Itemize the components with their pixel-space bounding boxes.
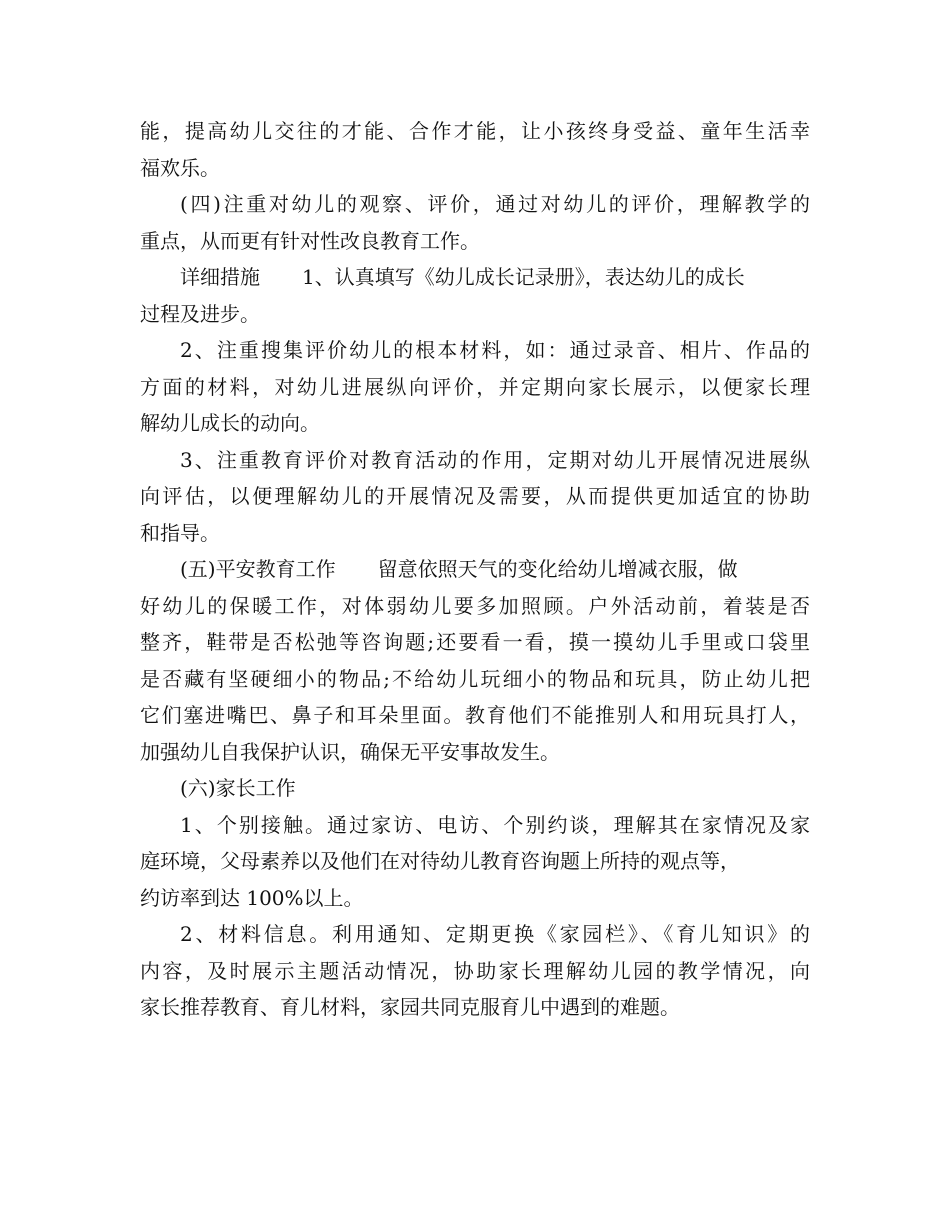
section-4-heading-line: (四)注重对幼儿的观察、评价，通过对幼儿的评价，理解教学的: [180, 192, 810, 216]
text-line: 是否藏有坚硬细小的物品;不给幼儿玩细小的物品和玩具，防止幼儿把: [140, 666, 810, 691]
text-line: 方面的材料，对幼儿进展纵向评价，并定期向家长展示，以便家长理: [140, 374, 810, 399]
text-line: 福欢乐。: [140, 155, 220, 180]
text-line: 加强幼儿自我保护认识，确保无平安事故发生。: [140, 739, 560, 764]
text-line: 过程及进步。: [140, 301, 260, 326]
text-line: 它们塞进嘴巴、鼻子和耳朵里面。教育他们不能推别人和用玩具打人，: [140, 703, 810, 727]
text-line: 和指导。: [140, 520, 220, 545]
text-line: 内容，及时展示主题活动情况，协助家长理解幼儿园的教学情况，向: [140, 958, 810, 983]
section-5-line: [140, 551, 810, 588]
text-line: 庭环境，父母素养以及他们在对待幼儿教育咨询题上所持的观点等，: [140, 849, 740, 873]
measures-line: [140, 259, 810, 296]
text-line: 2、注重搜集评价幼儿的根本材料，如：通过录音、相片、作品的: [180, 338, 810, 362]
measures-item-1: 1、认真填写《幼儿成长记录册》，表达幼儿的成长: [302, 265, 745, 289]
document-body: [140, 113, 810, 1026]
text-line: 能，提高幼儿交往的才能、合作才能，让小孩终身受益、童年生活幸: [140, 119, 810, 143]
text-line: 重点，从而更有针对性改良教育工作。: [140, 228, 480, 253]
text-line: 解幼儿成长的动向。: [140, 411, 320, 435]
text-line: 3、注重教育评价对教育活动的作用，定期对幼儿开展情况进展纵: [180, 447, 810, 472]
text-line: 2、材料信息。利用通知、定期更换《家园栏》、《育儿知识》的: [180, 922, 810, 946]
text-line: 向评估，以便理解幼儿的开展情况及需要，从而提供更加适宜的协助: [140, 484, 810, 508]
text-line: 约访率到达 100%以上。: [140, 885, 364, 910]
section-6-heading: (六)家长工作: [180, 776, 296, 800]
text-line: 1、个别接触。通过家访、电访、个别约谈，理解其在家情况及家: [180, 812, 810, 837]
section-5-heading: (五)平安教育工作: [180, 557, 336, 581]
text-line: 家长推荐教育、育儿材料，家园共同克服育儿中遇到的难题。: [140, 995, 680, 1019]
text-line: 整齐，鞋带是否松弛等咨询题;还要看一看，摸一摸幼儿手里或口袋里: [140, 630, 810, 654]
section-5-text: 留意依照天气的变化给幼儿增减衣服，做: [377, 557, 738, 581]
measures-label: 详细措施: [180, 265, 260, 289]
text-line: 好幼儿的保暖工作，对体弱幼儿要多加照顾。户外活动前，着装是否: [140, 593, 810, 618]
